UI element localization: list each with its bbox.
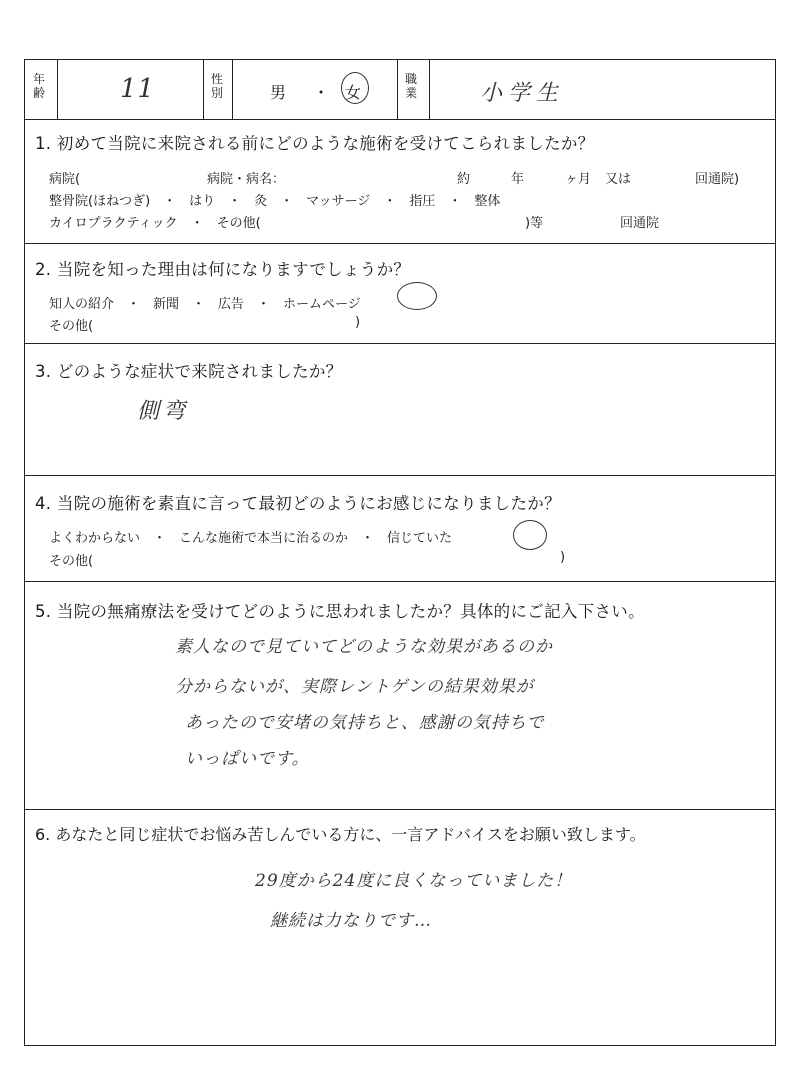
q3-answer: 側弯	[137, 399, 190, 424]
q5-answer-line: 素人なので見ていてどのような効果があるのか	[175, 637, 553, 657]
divider	[397, 60, 398, 119]
q1-years: 年	[511, 172, 525, 187]
job-label-2: 業	[404, 86, 417, 100]
survey-form	[24, 59, 776, 1046]
q6-answer-line: 継続は力なりです…	[270, 911, 432, 931]
q1-months: ヶ月	[565, 172, 592, 187]
age-label-1: 年	[32, 72, 45, 86]
question-5-text: 5. 当院の無痛療法を受けてどのように思われましたか？具体的にご記入下さい。	[35, 602, 645, 621]
age-label	[29, 72, 49, 100]
q1-approx: 約	[457, 172, 471, 187]
q2-other-close: )	[355, 315, 361, 330]
question-4-text: 4. 当院の施術を素直に言って最初どのようにお感じになりましたか？	[35, 494, 561, 513]
question-2-section	[25, 244, 775, 344]
q1-hospital-name: 病院・病名：	[207, 172, 286, 187]
sex-label-1: 性	[210, 72, 223, 86]
q4-other: その他(	[49, 554, 94, 569]
q4-other-close: )	[560, 550, 566, 565]
divider	[429, 60, 430, 119]
divider	[203, 60, 204, 119]
q1-chiro-visits: 回通院	[620, 216, 660, 231]
question-1-section	[25, 120, 775, 244]
question-6-text: 6. あなたと同じ症状でお悩み苦しんでいる方に、一言アドバイスをお願い致します。	[35, 825, 646, 844]
q1-treatment-options: 整骨院(ほねつぎ) ・ はり ・ 灸 ・ マッサージ ・ 指圧 ・ 整体	[49, 194, 501, 209]
job-value: 小学生	[480, 81, 565, 106]
question-2-text: 2. 当院を知った理由は何になりますでしょうか？	[35, 260, 411, 279]
header-row	[25, 60, 775, 120]
divider	[232, 60, 233, 119]
selected-circle-mark	[513, 520, 547, 550]
divider	[57, 60, 58, 119]
question-3-section	[25, 344, 775, 476]
q5-answer-line: 分からないが、実際レントゲンの結果効果が	[175, 677, 534, 697]
selected-circle-mark	[397, 282, 437, 310]
sex-male-option: 男	[270, 83, 287, 102]
q4-options: よくわからない ・ こんな施術で本当に治るのか ・ 信じていた	[49, 531, 453, 546]
q2-options: 知人の紹介 ・ 新聞 ・ 広告 ・ ホームページ	[49, 297, 361, 312]
question-1-text: 1. 初めて当院に来院される前にどのような施術を受けてこられましたか？	[35, 134, 595, 153]
question-3-text: 3. どのような症状で来院されましたか？	[35, 362, 343, 381]
q1-hospital: 病院(	[49, 172, 81, 187]
sex-label-2: 別	[210, 86, 223, 100]
q1-chiro-other: カイロプラクティック ・ その他(	[49, 216, 261, 231]
job-label	[401, 72, 421, 100]
job-label-1: 職	[404, 72, 417, 86]
q1-etc: )等	[525, 216, 544, 231]
q2-other: その他(	[49, 319, 94, 334]
q6-answer-line: 29度から24度に良くなっていました！	[255, 871, 573, 891]
q5-answer-line: あったので安堵の気持ちと、感謝の気持ちで	[185, 713, 545, 733]
q1-visits: 回通院)	[695, 172, 740, 187]
question-6-section	[25, 810, 775, 1045]
q5-answer-line: いっぱいです。	[185, 749, 310, 769]
sex-dot: ・	[313, 83, 330, 102]
age-value: 11	[120, 74, 156, 104]
age-label-2: 齢	[32, 86, 45, 100]
sex-female-option: 女	[345, 83, 362, 102]
selected-circle-mark	[341, 72, 369, 104]
q1-or: 又は	[605, 172, 632, 187]
sex-label	[207, 72, 227, 100]
question-5-section	[25, 582, 775, 810]
question-4-section	[25, 476, 775, 582]
